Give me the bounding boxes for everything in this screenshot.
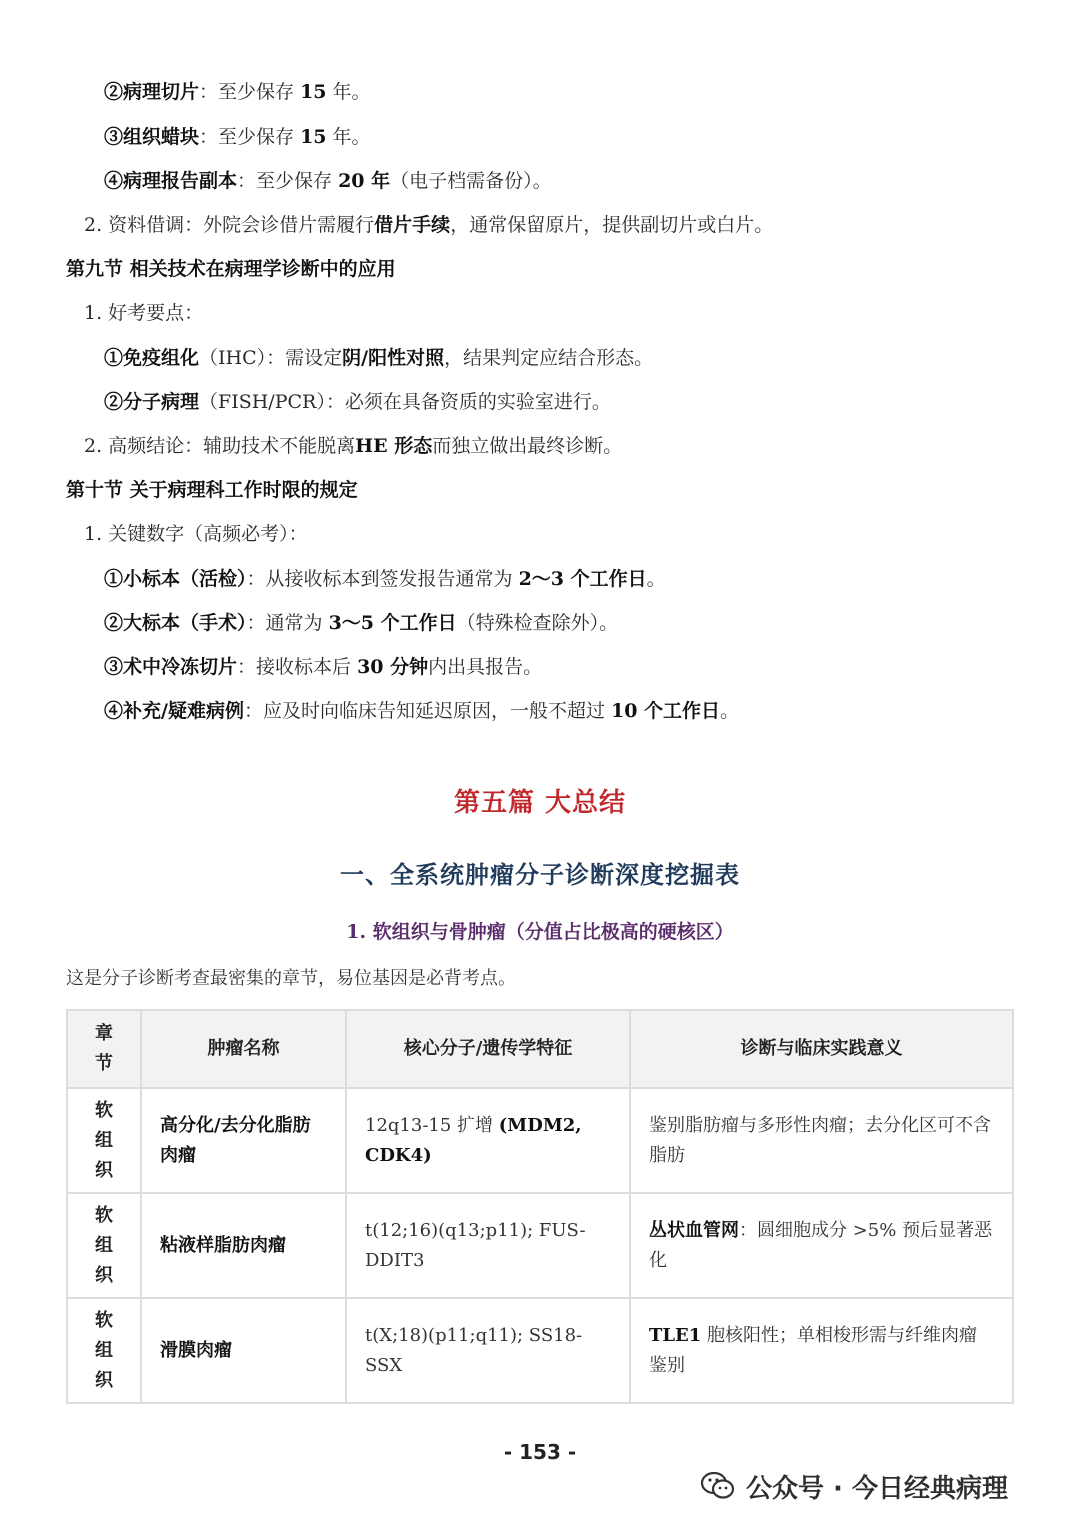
loan-paragraph: 2. 资料借调：外院会诊借片需履行借片手续，通常保留原片，提供副切片或白片。 xyxy=(84,214,774,236)
page-number: - 153 - xyxy=(503,1440,577,1464)
header-significance: 诊断与临床实践意义 xyxy=(630,1010,1013,1088)
cell-tumor-name: 粘液样脂肪肉瘤 xyxy=(141,1193,346,1298)
time-limit-item: ②大标本（手术）：通常为 3～5 个工作日（特殊检查除外）。 xyxy=(104,612,619,634)
table-row xyxy=(67,1298,1013,1403)
cell-molecular: t(12;16)(q13;p11); FUS-DDIT3 xyxy=(346,1193,630,1298)
table-row xyxy=(67,1193,1013,1298)
cell-chapter: 软组织 xyxy=(67,1088,141,1193)
section9-p1: 1. 好考要点： xyxy=(84,302,204,324)
table-header-row xyxy=(67,1010,1013,1088)
retention-item-slides: ②病理切片：至少保存 15 年。 xyxy=(104,81,371,103)
cell-tumor-name: 高分化/去分化脂肪肉瘤 xyxy=(141,1088,346,1193)
cell-significance: 鉴别脂肪瘤与多形性肉瘤；去分化区可不含脂肪 xyxy=(630,1088,1013,1193)
header-molecular: 核心分子/遗传学特征 xyxy=(346,1010,630,1088)
cell-molecular: 12q13-15 扩增 (MDM2, CDK4) xyxy=(346,1088,630,1193)
header-chapter-text: 章节 xyxy=(95,1023,113,1074)
section9-mol: ②分子病理（FISH/PCR）：必须在具备资质的实验室进行。 xyxy=(104,391,611,413)
section9-ihc: ①免疫组化（IHC）：需设定阴/阳性对照，结果判定应结合形态。 xyxy=(104,347,654,369)
section10-title: 第十节 关于病理科工作时限的规定 xyxy=(66,479,358,501)
watermark xyxy=(700,1466,1008,1506)
part-title: 第五篇 大总结 xyxy=(453,788,627,818)
cell-chapter: 软组织 xyxy=(67,1298,141,1403)
cell-tumor-name: 滑膜肉瘤 xyxy=(141,1298,346,1403)
retention-item-blocks: ③组织蜡块：至少保存 15 年。 xyxy=(104,126,371,148)
heading-1: 一、全系统肿瘤分子诊断深度挖掘表 xyxy=(340,860,740,889)
time-limit-item: ③术中冷冻切片：接收标本后 30 分钟内出具报告。 xyxy=(104,656,543,678)
intro-text: 这是分子诊断考查最密集的章节，易位基因是必背考点。 xyxy=(66,968,516,989)
cell-chapter: 软组织 xyxy=(67,1193,141,1298)
cell-significance: TLE1 胞核阳性；单相梭形需与纤维肉瘤鉴别 xyxy=(630,1298,1013,1403)
header-tumor-name: 肿瘤名称 xyxy=(141,1010,346,1088)
watermark-text: 公众号 · 今日经典病理 xyxy=(746,1473,1008,1504)
wechat-icon xyxy=(700,1470,736,1502)
molecular-table xyxy=(66,1009,1014,1404)
time-limit-item: ①小标本（活检）：从接收标本到签发报告通常为 2～3 个工作日。 xyxy=(104,568,666,590)
retention-item-reports: ④病理报告副本：至少保存 20 年（电子档需备份）。 xyxy=(104,170,552,192)
table-row xyxy=(67,1088,1013,1193)
time-limit-item: ④补充/疑难病例：应及时向临床告知延迟原因，一般不超过 10 个工作日。 xyxy=(104,700,740,722)
cell-molecular: t(X;18)(p11;q11); SS18-SSX xyxy=(346,1298,630,1403)
section9-p2: 2. 高频结论：辅助技术不能脱离HE 形态而独立做出最终诊断。 xyxy=(84,435,623,457)
section9-title: 第九节 相关技术在病理学诊断中的应用 xyxy=(66,258,396,280)
cell-significance: 丛状血管网：圆细胞成分 >5% 预后显著恶化 xyxy=(630,1193,1013,1298)
section10-p1: 1. 关键数字（高频必考）： xyxy=(84,523,308,545)
header-chapter xyxy=(67,1010,141,1088)
heading-2: 1. 软组织与骨肿瘤（分值占比极高的硬核区） xyxy=(346,921,734,943)
